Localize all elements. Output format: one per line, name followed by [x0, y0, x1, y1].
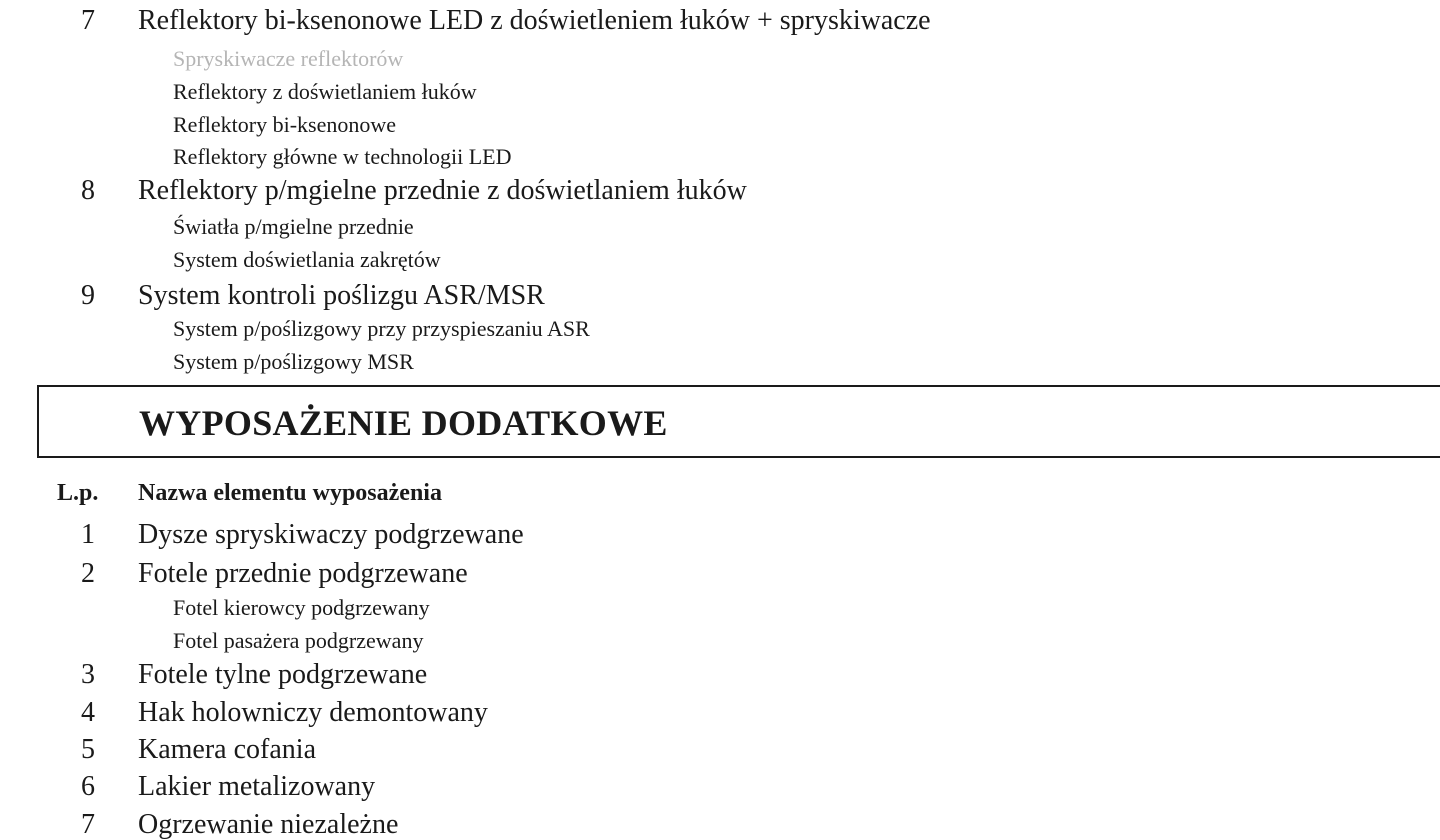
column-header-lp: L.p. — [57, 480, 99, 506]
section-header-box — [37, 385, 1440, 458]
sub-item: System p/poślizgowy przy przyspieszaniu ASR — [173, 316, 590, 341]
item-name: Hak holowniczy demontowany — [138, 697, 488, 728]
sub-item-faded: Spryskiwacze reflektorów — [173, 46, 404, 71]
item-number: 2 — [81, 558, 95, 589]
sub-item: Reflektory główne w technologii LED — [173, 144, 512, 169]
item-name: Kamera cofania — [138, 734, 316, 765]
item-number: 5 — [81, 734, 95, 765]
item-name: System kontroli poślizgu ASR/MSR — [138, 280, 545, 311]
item-number: 6 — [81, 771, 95, 802]
column-header-name: Nazwa elementu wyposażenia — [138, 480, 442, 506]
sub-item: Światła p/mgielne przednie — [173, 214, 414, 239]
item-number: 3 — [81, 659, 95, 690]
item-number: 9 — [81, 280, 95, 311]
sub-item: Fotel kierowcy podgrzewany — [173, 595, 430, 620]
item-name: Reflektory bi-ksenonowe LED z doświetleniem łuków + spryskiwacze — [138, 5, 931, 36]
section-title: WYPOSAŻENIE DODATKOWE — [139, 403, 668, 443]
sub-item: Reflektory bi-ksenonowe — [173, 112, 396, 137]
item-name: Dysze spryskiwaczy podgrzewane — [138, 519, 524, 550]
sub-item: Fotel pasażera podgrzewany — [173, 628, 424, 653]
item-name: Ogrzewanie niezależne — [138, 809, 399, 840]
item-name: Fotele tylne podgrzewane — [138, 659, 428, 690]
item-number: 8 — [81, 175, 95, 206]
sub-item: Reflektory z doświetlaniem łuków — [173, 79, 477, 104]
item-name: Reflektory p/mgielne przednie z doświetlaniem łuków — [138, 175, 747, 206]
item-number: 7 — [81, 5, 95, 36]
item-number: 7 — [81, 809, 95, 840]
sub-item: System doświetlania zakrętów — [173, 247, 441, 272]
item-name: Fotele przednie podgrzewane — [138, 558, 468, 589]
cut-off-previous-line — [138, 0, 498, 2]
item-number: 4 — [81, 697, 95, 728]
item-number: 1 — [81, 519, 95, 550]
item-name: Lakier metalizowany — [138, 771, 376, 802]
sub-item: System p/poślizgowy MSR — [173, 349, 414, 374]
